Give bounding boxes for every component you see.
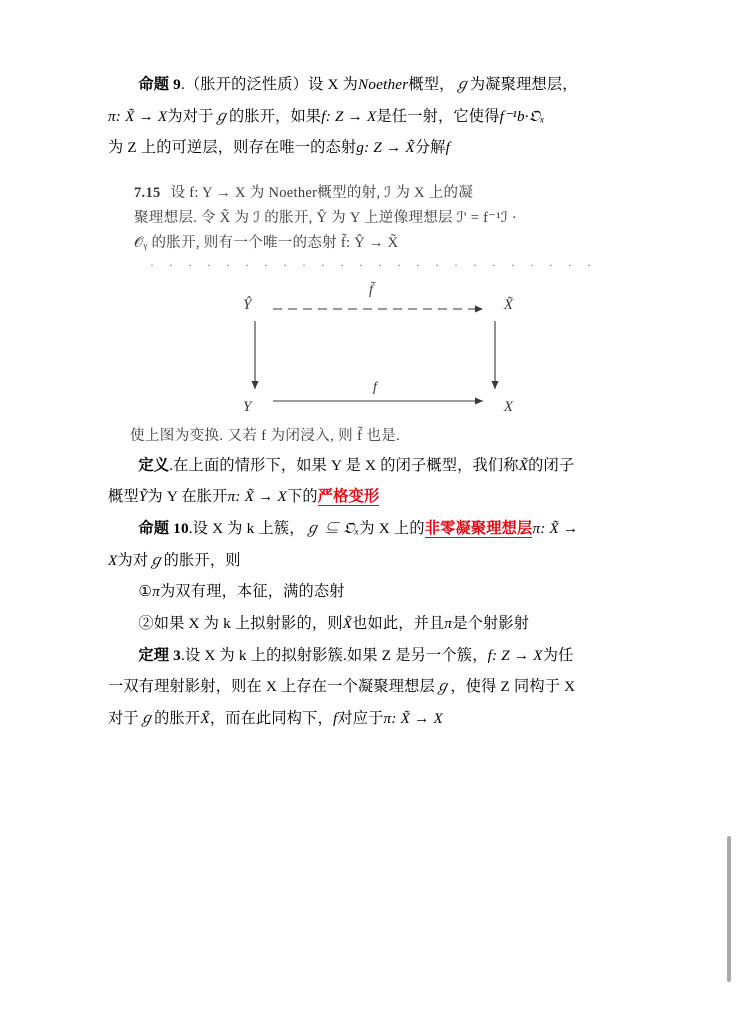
theorem-3-math-f: f: Z → X [487, 646, 543, 664]
proposition-9-paragraph [108, 70, 642, 100]
definition-paragraph [108, 451, 642, 481]
proposition-10-text-1: .设 X 为 k 上簇， [188, 520, 305, 538]
proposition-10-item-2 [108, 609, 642, 639]
scan-dotted-separator: · · · · · · · · · · · · · · · · · · · · · · · · [150, 257, 597, 272]
proposition-9-formula-pi: π: X̃ → X [108, 107, 168, 125]
proposition-9-text-1: .（胀开的泛性质）设 X 为 [180, 76, 359, 93]
commutative-diagram [225, 282, 525, 416]
diagram-node-top-right: X̃ [503, 296, 513, 313]
proposition-9-line2-text-c: 是任一射，它使得 [376, 107, 500, 125]
definition-highlight-term: 严格变形 [317, 488, 380, 506]
theorem-3-math-Xtilde: X̃ [200, 709, 210, 727]
theorem-3-line-2 [108, 672, 642, 702]
definition-line-2 [108, 482, 642, 512]
proposition-9-formula-g: g: Z → X̃ [356, 139, 415, 157]
theorem-3-line2-text-a: 一双有理射影射，则在 X 上存在一个凝聚理想层 [108, 678, 435, 696]
proposition-10-highlight-term: 非零凝聚理想层 [424, 520, 533, 538]
proposition-10-math-X: X [108, 551, 118, 569]
theorem-3-line2-text-b: ，使得 Z 同构于 X [450, 678, 576, 696]
proposition-10-item1-text: 为双有理，本征，满的态射 [160, 583, 345, 601]
diagram-label-bottom: f [373, 379, 377, 395]
diagram-caption: 使上图为变换. 又若 f 为闭浸入, 则 f̃ 也是. [130, 427, 401, 444]
proposition-10-math-b-2: ℊ [148, 551, 164, 569]
proposition-10-item-1 [108, 577, 642, 607]
theorem-3-text-2: 为任 [542, 646, 574, 664]
scanned-excerpt-715 [108, 181, 642, 273]
proposition-9-line3-text-b: 分解 [414, 139, 446, 157]
proposition-9-text-2: 概型， [408, 76, 455, 93]
proposition-9-noether: Noether [358, 76, 409, 93]
scan-text-line-1: 设 f: Y → X 为 Noether概型的射, ℐ 为 X 上的凝 [170, 184, 474, 201]
proposition-10-item2-math-1: X̃ [342, 614, 353, 632]
definition-line2-text-1: 概型 [108, 488, 139, 506]
proposition-10-item2-math-2: π [444, 614, 453, 632]
proposition-10-math-pi: π: X̃ → [532, 520, 579, 538]
proposition-10-item1-marker: ① [138, 583, 153, 601]
theorem-3-math-f-2: f [332, 709, 338, 727]
theorem-3-math-b: ℊ [434, 678, 451, 696]
proposition-10-paragraph [108, 514, 642, 544]
proposition-10-label: 命题 10 [138, 520, 189, 538]
definition-math-X: X̃ [518, 456, 529, 474]
proposition-10-item2-text-2: 也如此，并且 [352, 614, 445, 632]
theorem-3-paragraph [108, 641, 642, 671]
proposition-9-line-3 [108, 133, 642, 163]
scan-line-2: 聚理想层. 令 X̃ 为 ℐ 的胀开, Ŷ 为 Y 上逆像理想层 ℐ' = f⁻¹ℐ · [134, 209, 518, 226]
proposition-9-formula-f: f: Z → X [321, 107, 377, 125]
proposition-10-line2-text-2: 的胀开，则 [163, 551, 241, 569]
proposition-10-item2-text-1: 如果 X 为 k 上拟射影的，则 [153, 614, 343, 632]
theorem-3-line3-text-1: 对于 [108, 709, 139, 727]
diagram-node-top-left: Ŷ [243, 296, 252, 313]
proposition-10-line2-text-1: 为对 [117, 551, 149, 569]
definition-text-1: .在上面的情形下，如果 Y 是 X 的闭子概型，我们称 [169, 456, 519, 474]
proposition-9-label: 命题 9 [138, 76, 181, 93]
scan-line-3: 𝒪ᵧ 的胀开, 则有一个唯一的态射 f̃: Ŷ → X̃ [134, 234, 399, 251]
diagram-arrows-icon [225, 291, 525, 416]
page-scrollbar[interactable] [727, 836, 731, 982]
diagram-node-bottom-right: X [503, 398, 513, 415]
proposition-10-line-2 [108, 546, 642, 576]
proposition-10-item1-math: π [152, 583, 161, 601]
proposition-10-math-b: ℊ ⊆ 𝔒ₓ [304, 520, 360, 538]
diagram-node-bottom-left: Y [243, 398, 252, 415]
theorem-3-line3-text-4: 对应于 [337, 709, 384, 727]
theorem-3-text-1: .设 X 为 k 上的拟射影簇.如果 Z 是另一个簇， [180, 646, 488, 664]
theorem-3-line-3 [108, 704, 642, 734]
proposition-9-line-2 [108, 102, 642, 132]
proposition-9-line2-text-a: 为对于 [167, 107, 214, 125]
scan-section-number: 7.15 [134, 184, 161, 201]
theorem-3-line3-text-3: ，而在此同构下， [209, 709, 333, 727]
proposition-9-text-3: 为凝聚理想层， [469, 76, 578, 93]
definition-line2-text-3: 下的 [287, 488, 318, 506]
definition-text-2: 的闭子 [528, 456, 575, 474]
theorem-3-math-pi: π: X̃ → X [383, 709, 443, 727]
scan-line-1 [134, 181, 636, 206]
proposition-9-line3-text-a: 为 Z 上的可逆层，则存在唯一的态射 [108, 139, 357, 157]
proposition-9-line2-text-b: 的胀开，如果 [228, 107, 322, 125]
proposition-9-sheaf-symbol-2: ℊ [213, 107, 229, 125]
definition-label: 定义 [138, 456, 170, 474]
proposition-10-item2-text-3: 是个射影射 [452, 614, 530, 632]
proposition-9-sheaf-symbol: ℊ [454, 76, 470, 93]
theorem-3-line3-text-2: 的胀开 [154, 709, 201, 727]
definition-math-pi: π: X̃ → X [227, 488, 287, 506]
definition-math-Y: Ỹ [138, 488, 148, 506]
definition-line2-text-2: 为 Y 在胀开 [147, 488, 228, 506]
proposition-10-text-2: 为 X 上的 [359, 520, 425, 538]
proposition-9-f-symbol: f [445, 139, 451, 157]
diagram-label-top: f̃ [369, 282, 373, 298]
proposition-9-formula-inverse: f⁻¹b·𝔒ₓ [499, 107, 545, 125]
theorem-3-label: 定理 3 [138, 646, 181, 664]
theorem-3-math-b-2: ℊ [138, 709, 155, 727]
proposition-10-item2-marker: ② [138, 614, 154, 632]
